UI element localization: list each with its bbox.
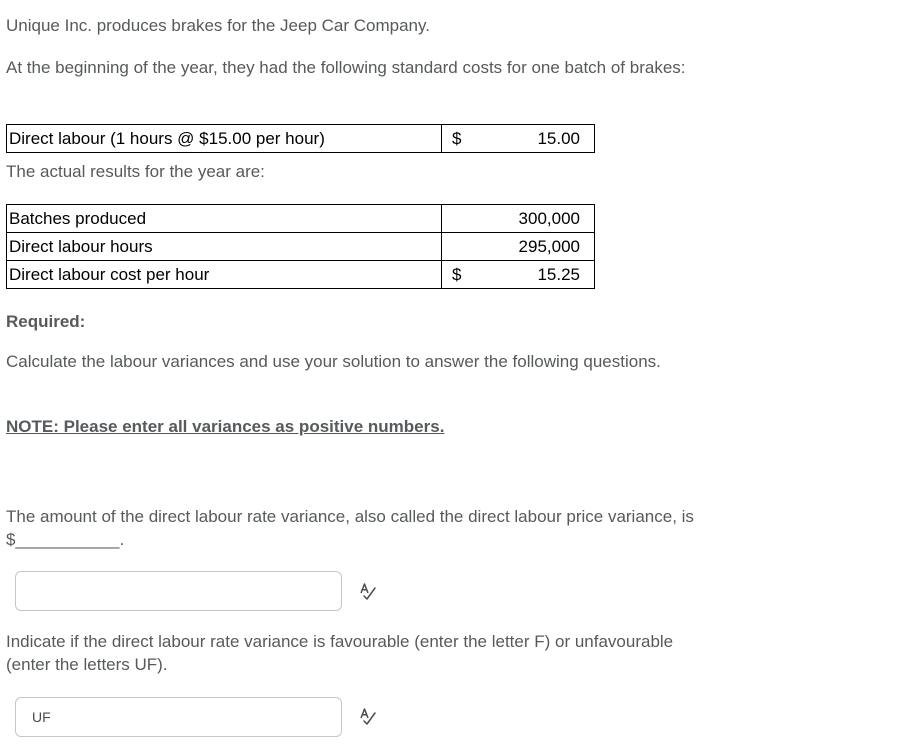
standard-value: 15.00 bbox=[537, 128, 580, 148]
table-row bbox=[7, 261, 595, 289]
note-text: NOTE: Please enter all variances as positive numbers. bbox=[6, 417, 445, 436]
required-heading: Required: bbox=[6, 312, 86, 331]
row-value: 295,000 bbox=[518, 236, 580, 256]
instructions-text: Calculate the labour variances and use your solution to answer the following questions. bbox=[6, 352, 661, 371]
actual-results-table bbox=[6, 204, 595, 289]
currency-symbol: $ bbox=[452, 264, 462, 284]
table-row bbox=[7, 205, 595, 233]
standard-costs-intro: At the beginning of the year, they had the following standard costs for one batch of brakes: bbox=[6, 58, 686, 77]
table-row bbox=[7, 233, 595, 261]
favourable-input[interactable] bbox=[15, 697, 342, 737]
table-row bbox=[7, 125, 595, 153]
spell-check-icon[interactable] bbox=[358, 582, 378, 602]
row-value: 300,000 bbox=[518, 208, 580, 228]
row-label: Batches produced bbox=[7, 205, 442, 233]
intro-text: Unique Inc. produces brakes for the Jeep Car Company. bbox=[6, 16, 430, 35]
standard-cost-table bbox=[6, 124, 595, 153]
spell-check-icon[interactable] bbox=[358, 707, 378, 727]
row-value: 15.25 bbox=[537, 264, 580, 284]
question-2-text: Indicate if the direct labour rate variance is favourable (enter the letter F) or unfavourable (enter the letters UF). bbox=[6, 632, 674, 674]
currency-symbol: $ bbox=[452, 128, 462, 148]
standard-label: Direct labour (1 hours @ $15.00 per hour) bbox=[7, 125, 442, 153]
actual-results-label: The actual results for the year are: bbox=[6, 162, 265, 181]
rate-variance-input[interactable] bbox=[15, 571, 342, 611]
question-1-text: The amount of the direct labour rate variance, also called the direct labour price variance, is $___________. bbox=[6, 507, 694, 549]
row-label: Direct labour hours bbox=[7, 233, 442, 261]
row-label: Direct labour cost per hour bbox=[7, 261, 442, 289]
